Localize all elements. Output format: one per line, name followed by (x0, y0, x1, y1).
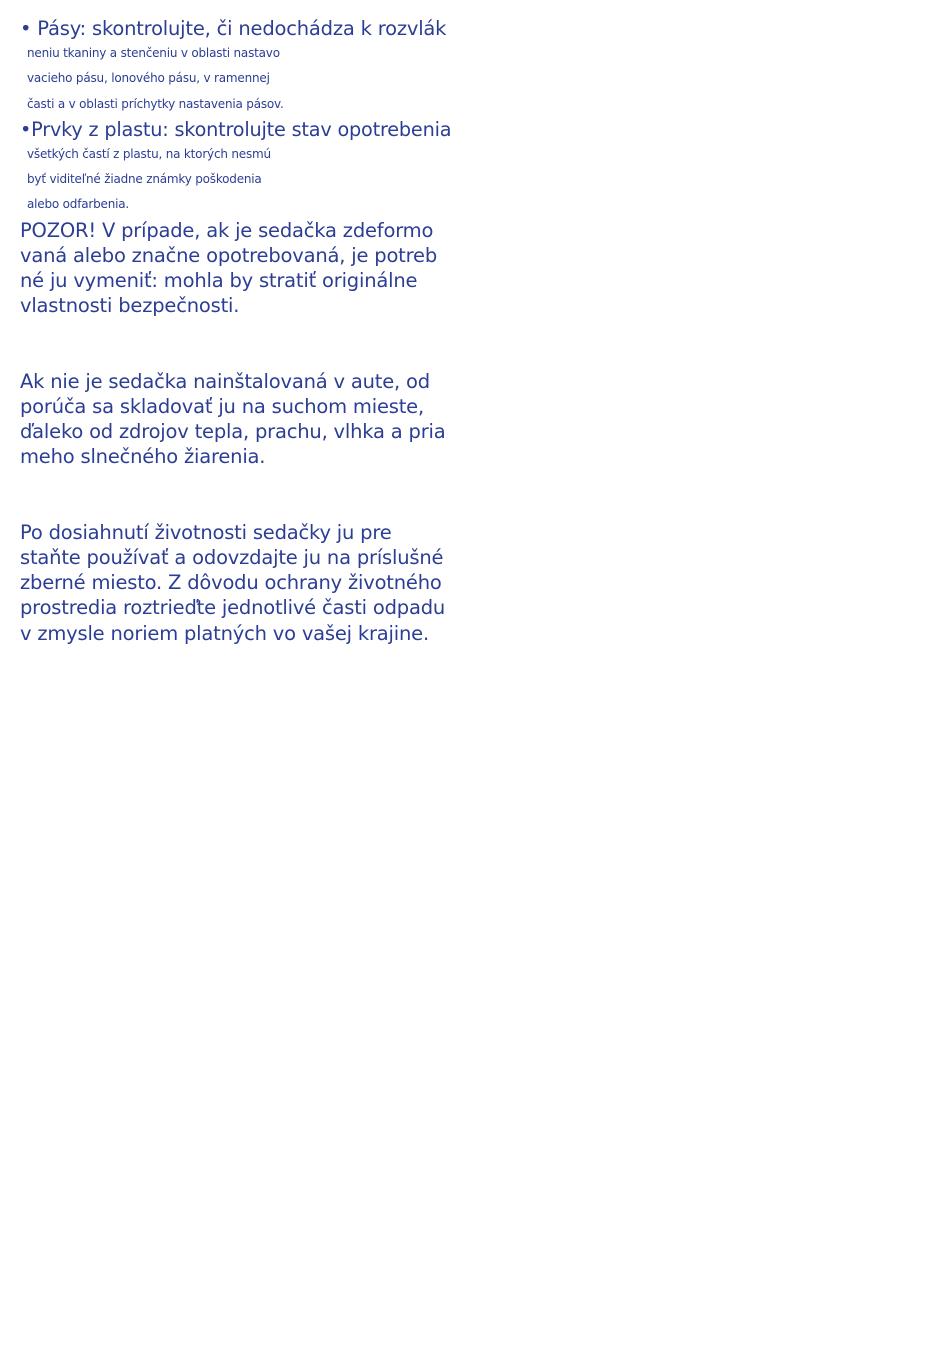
text-line: zberné miesto. Z dôvodu ochrany životného (20, 571, 442, 595)
storage-paragraph (20, 369, 456, 470)
bullet-belts-check (20, 16, 456, 117)
document-text-column (20, 16, 456, 646)
text-line: vaná alebo značne opotrebovaná, je potreb (20, 243, 437, 267)
text-line: časti a v oblasti príchytky nastavenia pásov. (27, 96, 284, 111)
text-line: vlastnosti bezpečnosti. (20, 294, 240, 318)
text-line: ďaleko od zdrojov tepla, prachu, vlhka a pria (20, 420, 446, 444)
text-line: •Prvky z plastu: skontrolujte stav opotrebenia (20, 117, 452, 141)
text-line: staňte používať a odovzdajte ju na príslušné (20, 545, 444, 569)
disposal-paragraph (20, 520, 456, 646)
text-line: byť viditeľné žiadne známky poškodenia (27, 172, 262, 187)
text-line: všetkých častí z plastu, na ktorých nesmú (27, 146, 271, 161)
bullet-plastic-parts-check (20, 117, 456, 218)
text-line: v zmysle noriem platných vo vašej krajine. (20, 621, 429, 645)
text-line: porúča sa skladovať ju na suchom mieste, (20, 394, 424, 418)
text-line: meho slnečného žiarenia. (20, 445, 266, 469)
text-line: • Pásy: skontrolujte, či nedochádza k rozvlák (20, 17, 447, 40)
text-line: né ju vymeniť: mohla by stratiť originálne (20, 268, 418, 292)
text-line: Po dosiahnutí životnosti sedačky ju pre (20, 520, 392, 544)
text-line: vacieho pásu, lonového pásu, v ramennej (27, 71, 270, 86)
paragraph-spacer (20, 469, 456, 519)
text-line: prostredia roztrieďte jednotlivé časti odpadu (20, 596, 446, 620)
paragraph-spacer (20, 318, 456, 368)
text-line: Ak nie je sedačka nainštalovaná v aute, od (20, 369, 430, 393)
text-line: neniu tkaniny a stenčeniu v oblasti nastavo (27, 46, 280, 61)
warning-paragraph (20, 218, 456, 319)
text-line: alebo odfarbenia. (27, 197, 130, 212)
text-line: POZOR! V prípade, ak je sedačka zdeformo (20, 218, 434, 242)
